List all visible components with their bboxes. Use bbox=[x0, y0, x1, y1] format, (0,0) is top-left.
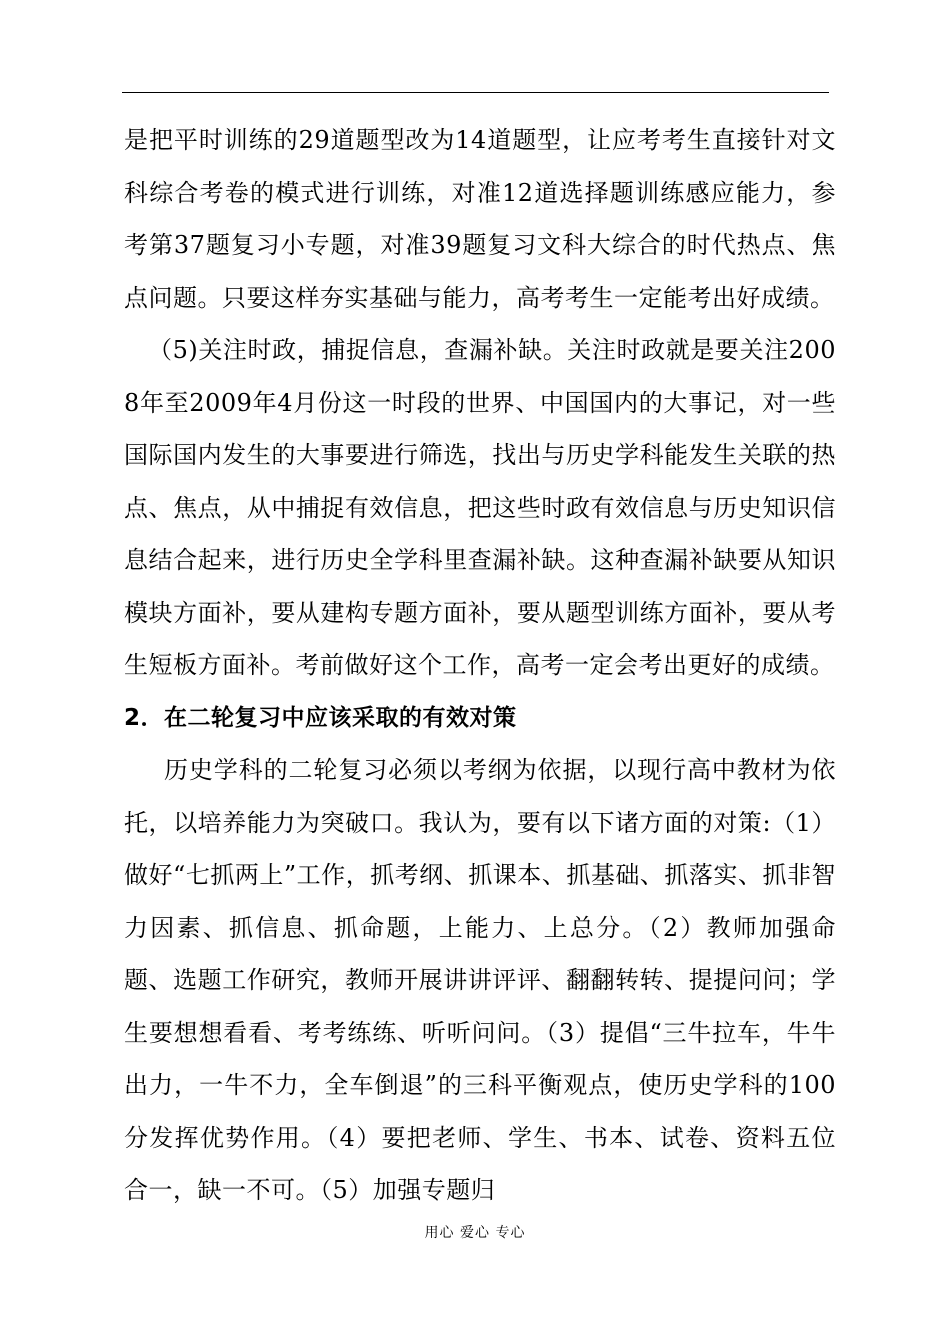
page-body bbox=[124, 114, 836, 1217]
section-heading: 2．在二轮复习中应该采取的有效对策 bbox=[124, 704, 517, 731]
page-footer: 用心 爱心 专心 bbox=[424, 1225, 526, 1241]
paragraph-item-5: （5)关注时政，捕捉信息，查漏补缺。关注时政就是要关注2008年至2009年4月份这一时段的世界、中国国内的大事记，对一些国际国内发生的大事要进行筛选，找出与历史学科能发生关联的热点、焦点，从中捕捉有效信息，把这些时政有效信息与历史知识信息结合起来，进行历史全学科里查漏补缺。这种查漏补缺要从知识模块方面补，要从建构专题方面补，要从题型训练方面补，要从考生短板方面补。考前做好这个工作，高考一定会考出更好的成绩。 bbox=[124, 336, 836, 679]
paragraph-continued: 是把平时训练的29道题型改为14道题型，让应考考生直接针对文科综合考卷的模式进行训练，对准12道选择题训练感应能力，参考第37题复习小专题，对准39题复习文科大综合的时代热点、焦点问题。只要这样夯实基础与能力，高考考生一定能考出好成绩。 bbox=[124, 126, 836, 312]
paragraph-strategies: 历史学科的二轮复习必须以考纲为依据，以现行高中教材为依托，以培养能力为突破口。我认为，要有以下诸方面的对策:（1）做好“七抓两上”工作，抓考纲、抓课本、抓基础、抓落实、抓非智力因素、抓信息、抓命题，上能力、上总分。（2）教师加强命题、选题工作研究，教师开展讲讲评评、翻翻转转、提提问问；学生要想想看看、考考练练、听听问问。（3）提倡“三牛拉车，牛牛出力，一牛不力，全车倒退”的三科平衡观点，使历史学科的100分发挥优势作用。（4）要把老师、学生、书本、试卷、资料五位合一，缺一不可。（5）加强专题归 bbox=[124, 756, 836, 1204]
header-rule bbox=[122, 92, 829, 93]
